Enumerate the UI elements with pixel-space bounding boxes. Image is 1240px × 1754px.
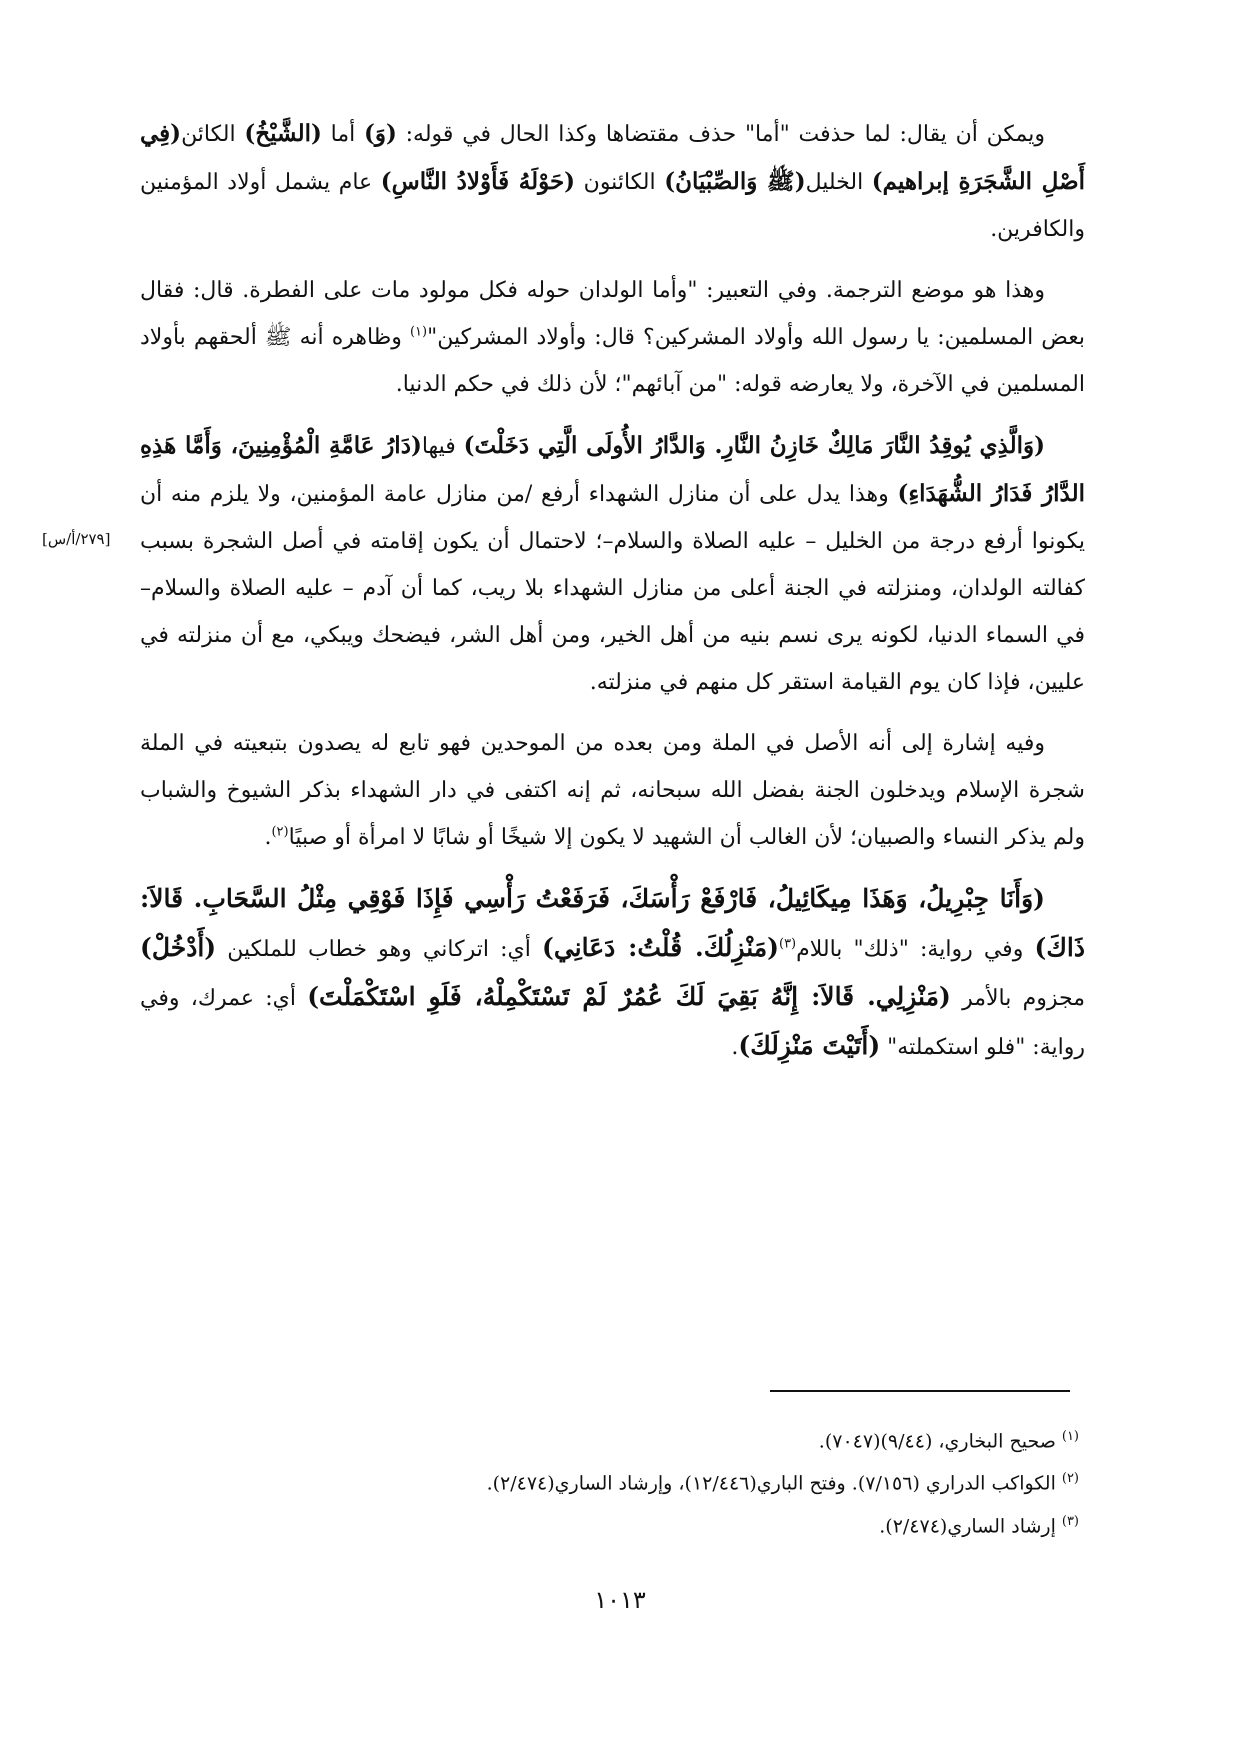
footnote-number: (٣): [1061, 1513, 1079, 1529]
hadith-quote: (مَنْزِلُكَ. قُلْتُ: دَعَانِي): [542, 933, 779, 962]
body-text: [140, 110, 1085, 1085]
commentary-text: أما: [321, 122, 364, 147]
footnote-separator: [770, 1390, 1070, 1392]
footnote-text: الكواكب الدراري (٧/١٥٦). وفتح الباري(١٢/٤٤٦)، وإرشاد الساري(٢/٤٧٤).: [486, 1472, 1056, 1495]
footnotes: [140, 1418, 1085, 1545]
commentary-text: ويمكن أن يقال: لما حذفت "أما" حذف مقتضاها وكذا الحال في قوله:: [396, 122, 1045, 147]
commentary-text: .: [731, 1035, 739, 1060]
commentary-text: وهذا هو موضع الترجمة. وفي التعبير: "وأما الولدان حوله فكل مولود مات على الفطرة. قال: فقال بعض المسلمين: يا رسول الله وأولاد المشركين؟ قال: وأولاد المشركين": [140, 278, 1085, 350]
hadith-quote: (وَ): [363, 120, 397, 147]
commentary-text: وفيه إشارة إلى أنه الأصل في الملة ومن بعده من الموحدين فهو تابع له يصدون بتبعيته في الملة شجرة الإسلام ويدخلون الجنة بفضل الله سبحانه، ثم إنه اكتفى في دار الشهداء بذكر الشيوخ والشباب ولم يذكر النساء والصبيان؛ لأن الغالب أن الشهيد لا يكون إلا شيخًا أو شابًا لا امرأة أو صبيًا: [140, 731, 1085, 850]
hadith-quote: (الشَّيْخُ): [244, 120, 322, 147]
footnote-reference: (١): [409, 324, 428, 340]
hadith-quote: (دَارُ عَامَّةِ الْمُؤْمِنِينَ، وَأَمَّا هَذِهِ الدَّارُ فَدَارُ الشُّهَدَاءِ): [140, 432, 1085, 507]
hadith-quote: (حَوْلَهُ فَأَوْلادُ النَّاسِ): [380, 168, 576, 195]
footnote-reference: (٣): [778, 936, 797, 952]
commentary-text: الخليل: [805, 170, 872, 195]
hadith-quote: (مَنْزِلِي. قَالاَ: إِنَّهُ بَقِيَ لَكَ عُمُرٌ لَمْ تَسْتَكْمِلْهُ، فَلَوِ اسْتَكْمَلْتَ): [307, 982, 951, 1011]
commentary-text: وظاهره أنه ﷺ ألحقهم بأولاد المسلمين في الآخرة، ولا يعارضه قوله: "من آبائهم"؛ لأن ذلك في حكم الدنيا.: [140, 325, 1085, 397]
hadith-quote: (وَأَنَا جِبْرِيلُ، وَهَذَا مِيكَائِيلُ، فَارْفَعْ رَأْسَكَ، فَرَفَعْتُ رَأْسِي فَإِذَا فَوْقِي مِثْلُ السَّحَابِ. قَالاَ: ذَاكَ): [140, 884, 1085, 962]
commentary-text: وهذا يدل على أن منازل الشهداء أرفع /من منازل عامة المؤمنين، ولا يلزم منه أن يكونوا أرفع درجة من الخليل – عليه الصلاة والسلام–؛ لاحتمال أن يكون إقامته في أصل الشجرة بسبب كفالته الولدان، ومنزلته في الجنة أعلى من منازل الشهداء بلا ريب، كما أن آدم – عليه الصلاة والسلام– في السماء الدنيا، لكونه يرى نسم بنيه من أهل الخير، ومن أهل الشر، فيضحك ويبكي، مع أن منزلته في عليين، فإذا كان يوم القيامة استقر كل منهم في منزلته.: [140, 482, 1086, 695]
hadith-quote: (ﷺ وَالصِّبْيَانُ): [664, 168, 806, 195]
commentary-text: مجزوم بالأمر: [950, 986, 1086, 1011]
commentary-text: أي: عمرك، وفي رواية: "فلو استكملته": [140, 986, 1085, 1060]
commentary-text: فيها: [421, 434, 464, 459]
footnote-number: (٢): [1061, 1471, 1079, 1487]
footnote-3: [140, 1503, 1079, 1545]
hadith-quote: (أَدْخُلْ): [140, 933, 217, 962]
paragraph-5: [140, 875, 1085, 1071]
hadith-quote: (أَتَيْتَ مَنْزِلَكَ): [738, 1031, 881, 1060]
footnote-number: (١): [1061, 1429, 1079, 1444]
paragraph-3: [140, 422, 1085, 706]
hadith-quote: (فِي أَصْلِ الشَّجَرَةِ إبراهيم): [140, 120, 1085, 195]
paragraph-2: [140, 267, 1085, 408]
footnote-2: [140, 1460, 1079, 1502]
paragraph-4: [140, 720, 1085, 861]
commentary-text: .: [264, 825, 272, 850]
footnote-1: [140, 1418, 1079, 1460]
page-number: ١٠١٣: [594, 1586, 646, 1614]
commentary-text: وفي رواية: "ذلك" باللام: [796, 937, 1035, 962]
footnote-text: صحيح البخاري، (٩/٤٤)(٧٠٤٧).: [818, 1430, 1056, 1453]
footnote-text: إرشاد الساري(٢/٤٧٤).: [879, 1514, 1056, 1537]
commentary-text: أي: اتركاني وهو خطاب للملكين: [216, 937, 542, 962]
commentary-text: عام يشمل أولاد المؤمنين والكافرين.: [140, 170, 1085, 242]
footnote-reference: (٢): [271, 824, 289, 840]
commentary-text: الكائنون: [575, 170, 665, 195]
commentary-text: الكائن: [181, 122, 245, 147]
hadith-quote: (وَالَّذِي يُوقِدُ النَّارَ مَالِكٌ خَازِنُ النَّارِ. وَالدَّارُ الأُولَى الَّتِي دَخَلْتَ): [463, 432, 1045, 459]
paragraph-1: [140, 110, 1085, 253]
margin-folio-marker: [٢٧٩/أ/س]: [42, 530, 111, 548]
